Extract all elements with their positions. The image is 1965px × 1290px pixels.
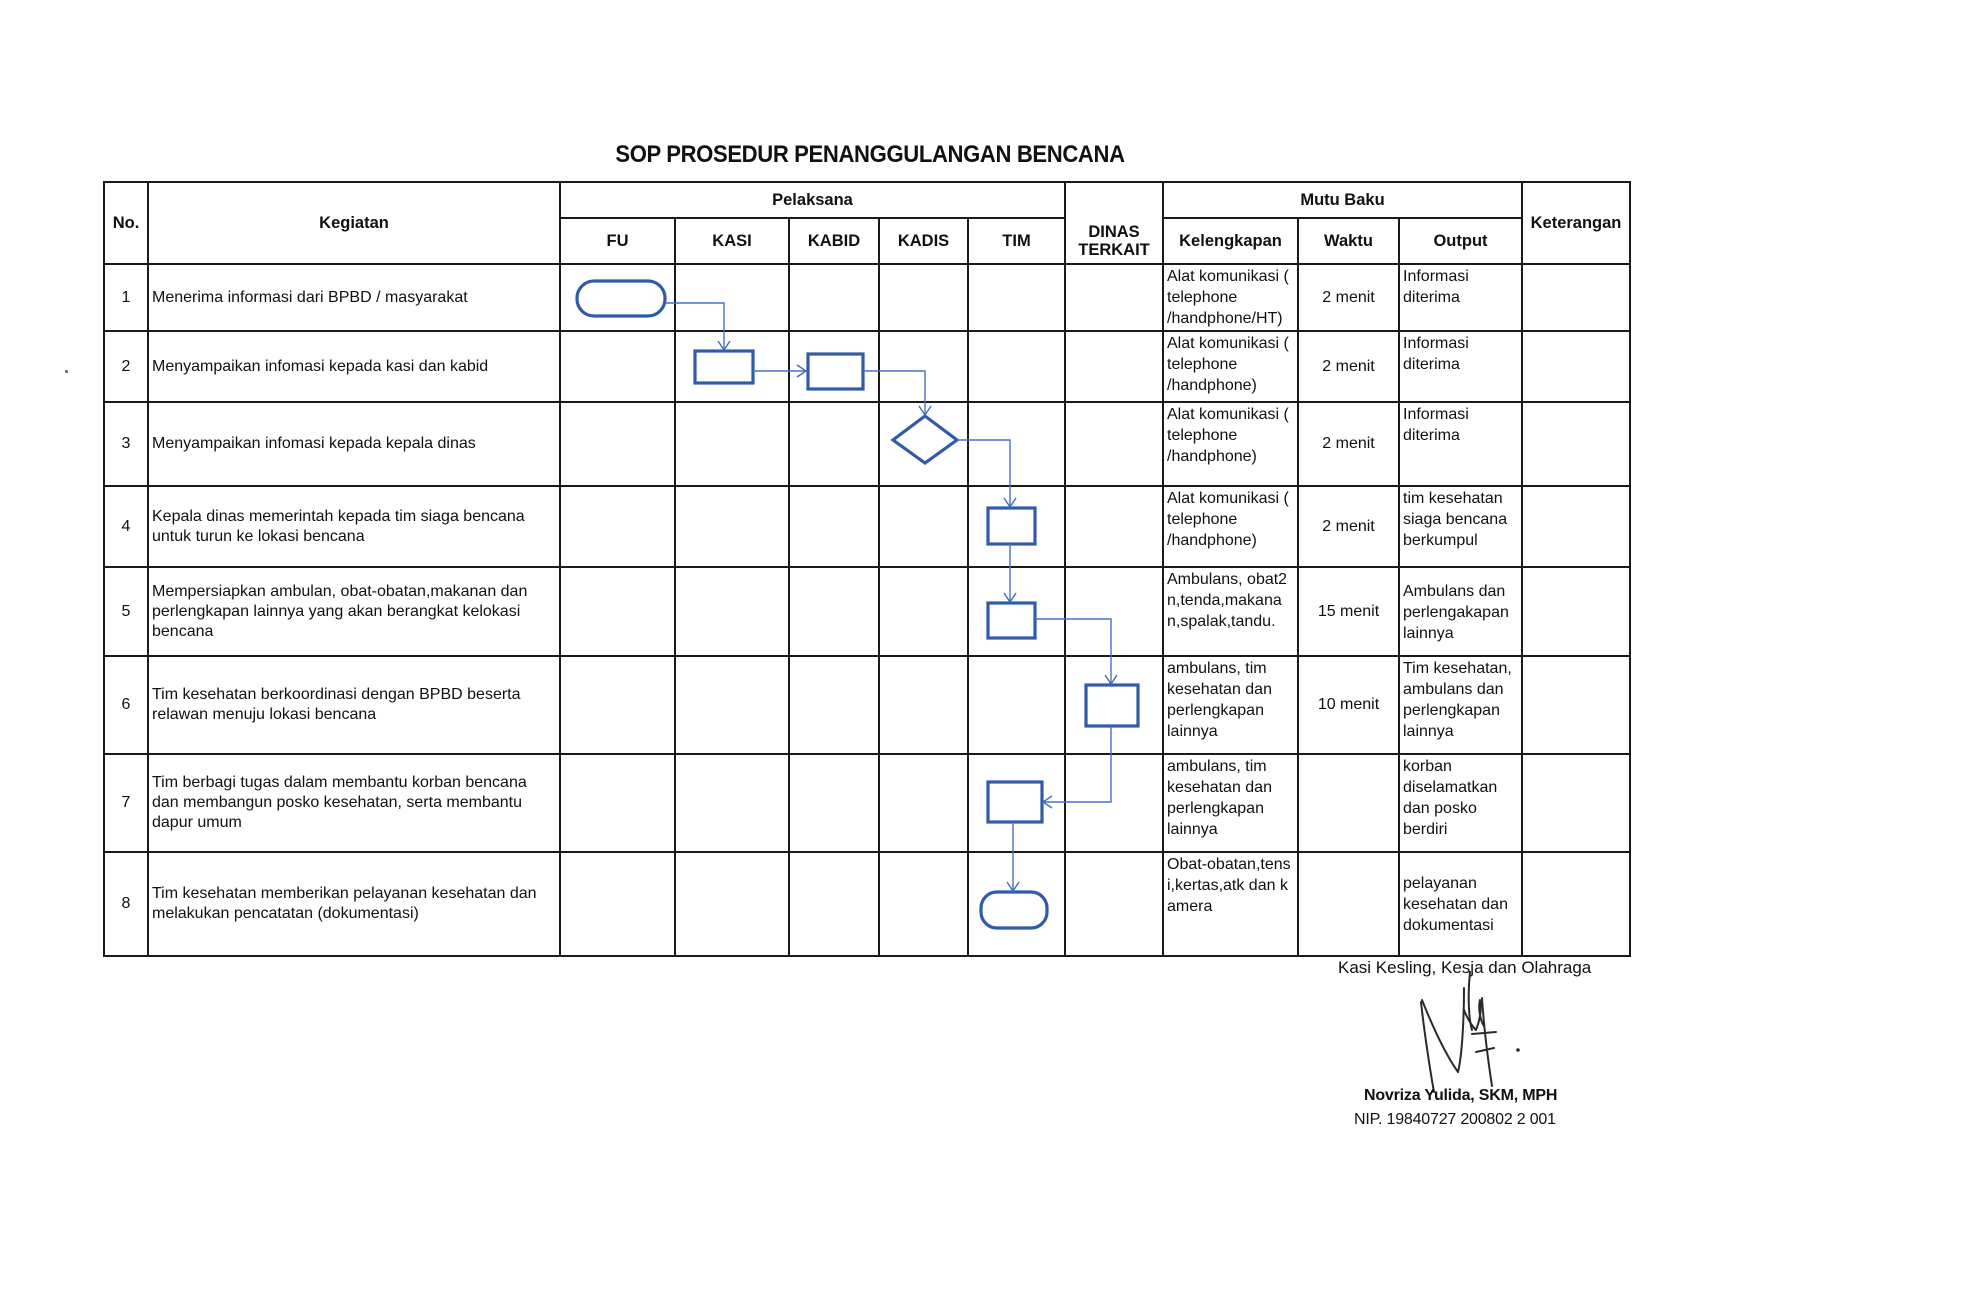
row-kegiatan: Kepala dinas memerintah kepada tim siaga bencana untuk turun ke lokasi bencana [148,486,560,567]
row-kegiatan: Menerima informasi dari BPBD / masyarakat [148,264,560,331]
row-kelengkapan: Alat komunikasi ( telephone /handphone) [1163,486,1298,567]
row-kegiatan: Tim kesehatan berkoordinasi dengan BPBD beserta relawan menuju lokasi bencana [148,656,560,754]
lane-cell-kasi [675,402,789,486]
row-output: korban diselamatkan dan posko berdiri [1399,754,1522,852]
row-no: 6 [104,656,148,754]
table-row [104,754,1630,852]
lane-cell-kadis [879,486,968,567]
document-title: SOP PROSEDUR PENANGGULANGAN BENCANA [615,141,1125,168]
row-keterangan [1522,656,1630,754]
lane-cell-dinas [1065,656,1163,754]
lane-cell-kabid [789,852,879,956]
lane-cell-kabid [789,486,879,567]
header-keterangan: Keterangan [1522,182,1630,264]
lane-cell-tim [968,852,1065,956]
header-kegiatan: Kegiatan [148,182,560,264]
row-keterangan [1522,264,1630,331]
signatory-name: Novriza Yulida, SKM, MPH [1364,1087,1558,1104]
row-kegiatan: Tim berbagi tugas dalam membantu korban bencana dan membangun posko kesehatan, serta membantu dapur umum [148,754,560,852]
lane-cell-dinas [1065,402,1163,486]
table-row [104,852,1630,956]
row-kegiatan: Mempersiapkan ambulan, obat-obatan,makanan dan perlengkapan lainnya yang akan berangkat kelokasi bencana [148,567,560,656]
header-lane-dinas-terkait: DINAS TERKAIT [1065,218,1163,264]
lane-cell-kadis [879,852,968,956]
header-lane-tim: TIM [968,218,1065,264]
signatory-nip: NIP. 19840727 200802 2 001 [1354,1111,1556,1128]
row-keterangan [1522,331,1630,402]
lane-cell-tim [968,754,1065,852]
lane-cell-tim [968,402,1065,486]
row-kelengkapan: Alat komunikasi ( telephone /handphone) [1163,402,1298,486]
lane-cell-kabid [789,331,879,402]
lane-cell-kabid [789,264,879,331]
table-row [104,567,1630,656]
lane-cell-tim [968,567,1065,656]
row-no: 5 [104,567,148,656]
row-waktu: 2 menit [1298,486,1399,567]
row-waktu: 10 menit [1298,656,1399,754]
lane-cell-kadis [879,402,968,486]
table-row [104,656,1630,754]
lane-cell-fu [560,331,675,402]
lane-cell-fu [560,754,675,852]
scan-speck [65,370,68,373]
table-row [104,264,1630,331]
row-no: 2 [104,331,148,402]
row-keterangan [1522,486,1630,567]
header-output: Output [1399,218,1522,264]
row-no: 3 [104,402,148,486]
row-kelengkapan: Ambulans, obat2n,tenda,makanan,spalak,tandu. [1163,567,1298,656]
row-keterangan [1522,402,1630,486]
row-output: Tim kesehatan, ambulans dan perlengkapan lainnya [1399,656,1522,754]
lane-cell-kasi [675,852,789,956]
lane-cell-kabid [789,567,879,656]
header-pelaksana: Pelaksana [560,182,1065,218]
lane-cell-kabid [789,656,879,754]
header-lane-kasi: KASI [675,218,789,264]
row-kegiatan: Tim kesehatan memberikan pelayanan kesehatan dan melakukan pencatatan (dokumentasi) [148,852,560,956]
header-dinas-top [1065,182,1163,218]
row-kegiatan: Menyampaikan infomasi kepada kepala dinas [148,402,560,486]
lane-cell-kabid [789,402,879,486]
row-output: pelayanan kesehatan dan dokumentasi [1399,852,1522,956]
row-waktu [1298,852,1399,956]
row-no: 1 [104,264,148,331]
row-kelengkapan: Obat-obatan,tensi,kertas,atk dan kamera [1163,852,1298,956]
header-lane-fu: FU [560,218,675,264]
row-no: 7 [104,754,148,852]
lane-cell-kadis [879,264,968,331]
lane-cell-dinas [1065,264,1163,331]
table-row [104,486,1630,567]
lane-cell-kabid [789,754,879,852]
row-waktu: 15 menit [1298,567,1399,656]
lane-cell-fu [560,656,675,754]
lane-cell-fu [560,402,675,486]
lane-cell-fu [560,264,675,331]
lane-cell-kasi [675,754,789,852]
lane-cell-kadis [879,567,968,656]
header-lane-kadis: KADIS [879,218,968,264]
row-waktu: 2 menit [1298,264,1399,331]
sop-table [103,181,1631,957]
lane-cell-dinas [1065,754,1163,852]
row-waktu: 2 menit [1298,331,1399,402]
lane-cell-tim [968,331,1065,402]
table-row [104,331,1630,402]
lane-cell-kadis [879,754,968,852]
row-no: 8 [104,852,148,956]
lane-cell-kasi [675,264,789,331]
row-output: Informasi diterima [1399,264,1522,331]
row-output: Informasi diterima [1399,402,1522,486]
header-no: No. [104,182,148,264]
lane-cell-kadis [879,656,968,754]
header-waktu: Waktu [1298,218,1399,264]
lane-cell-kasi [675,486,789,567]
lane-cell-kadis [879,331,968,402]
lane-cell-kasi [675,331,789,402]
row-kelengkapan: ambulans, tim kesehatan dan perlengkapan lainnya [1163,656,1298,754]
row-kelengkapan: Alat komunikasi ( telephone /handphone) [1163,331,1298,402]
row-kegiatan: Menyampaikan infomasi kepada kasi dan kabid [148,331,560,402]
row-keterangan [1522,567,1630,656]
lane-cell-fu [560,486,675,567]
lane-cell-kasi [675,567,789,656]
lane-cell-tim [968,264,1065,331]
signatory-position: Kasi Kesling, Kesja dan Olahraga [1338,958,1592,977]
table-row [104,402,1630,486]
row-kelengkapan: Alat komunikasi ( telephone /handphone/HT) [1163,264,1298,331]
row-output: Ambulans dan perlengakapan lainnya [1399,567,1522,656]
row-keterangan [1522,852,1630,956]
row-no: 4 [104,486,148,567]
row-waktu [1298,754,1399,852]
row-kelengkapan: ambulans, tim kesehatan dan perlengkapan lainnya [1163,754,1298,852]
lane-cell-tim [968,486,1065,567]
lane-cell-tim [968,656,1065,754]
lane-cell-fu [560,852,675,956]
handwritten-signature [1410,960,1530,1100]
lane-cell-kasi [675,656,789,754]
header-kelengkapan: Kelengkapan [1163,218,1298,264]
lane-cell-dinas [1065,852,1163,956]
header-lane-kabid: KABID [789,218,879,264]
row-output: Informasi diterima [1399,331,1522,402]
row-keterangan [1522,754,1630,852]
lane-cell-fu [560,567,675,656]
lane-cell-dinas [1065,331,1163,402]
row-waktu: 2 menit [1298,402,1399,486]
header-mutu-baku: Mutu Baku [1163,182,1522,218]
lane-cell-dinas [1065,486,1163,567]
row-output: tim kesehatan siaga bencana berkumpul [1399,486,1522,567]
lane-cell-dinas [1065,567,1163,656]
